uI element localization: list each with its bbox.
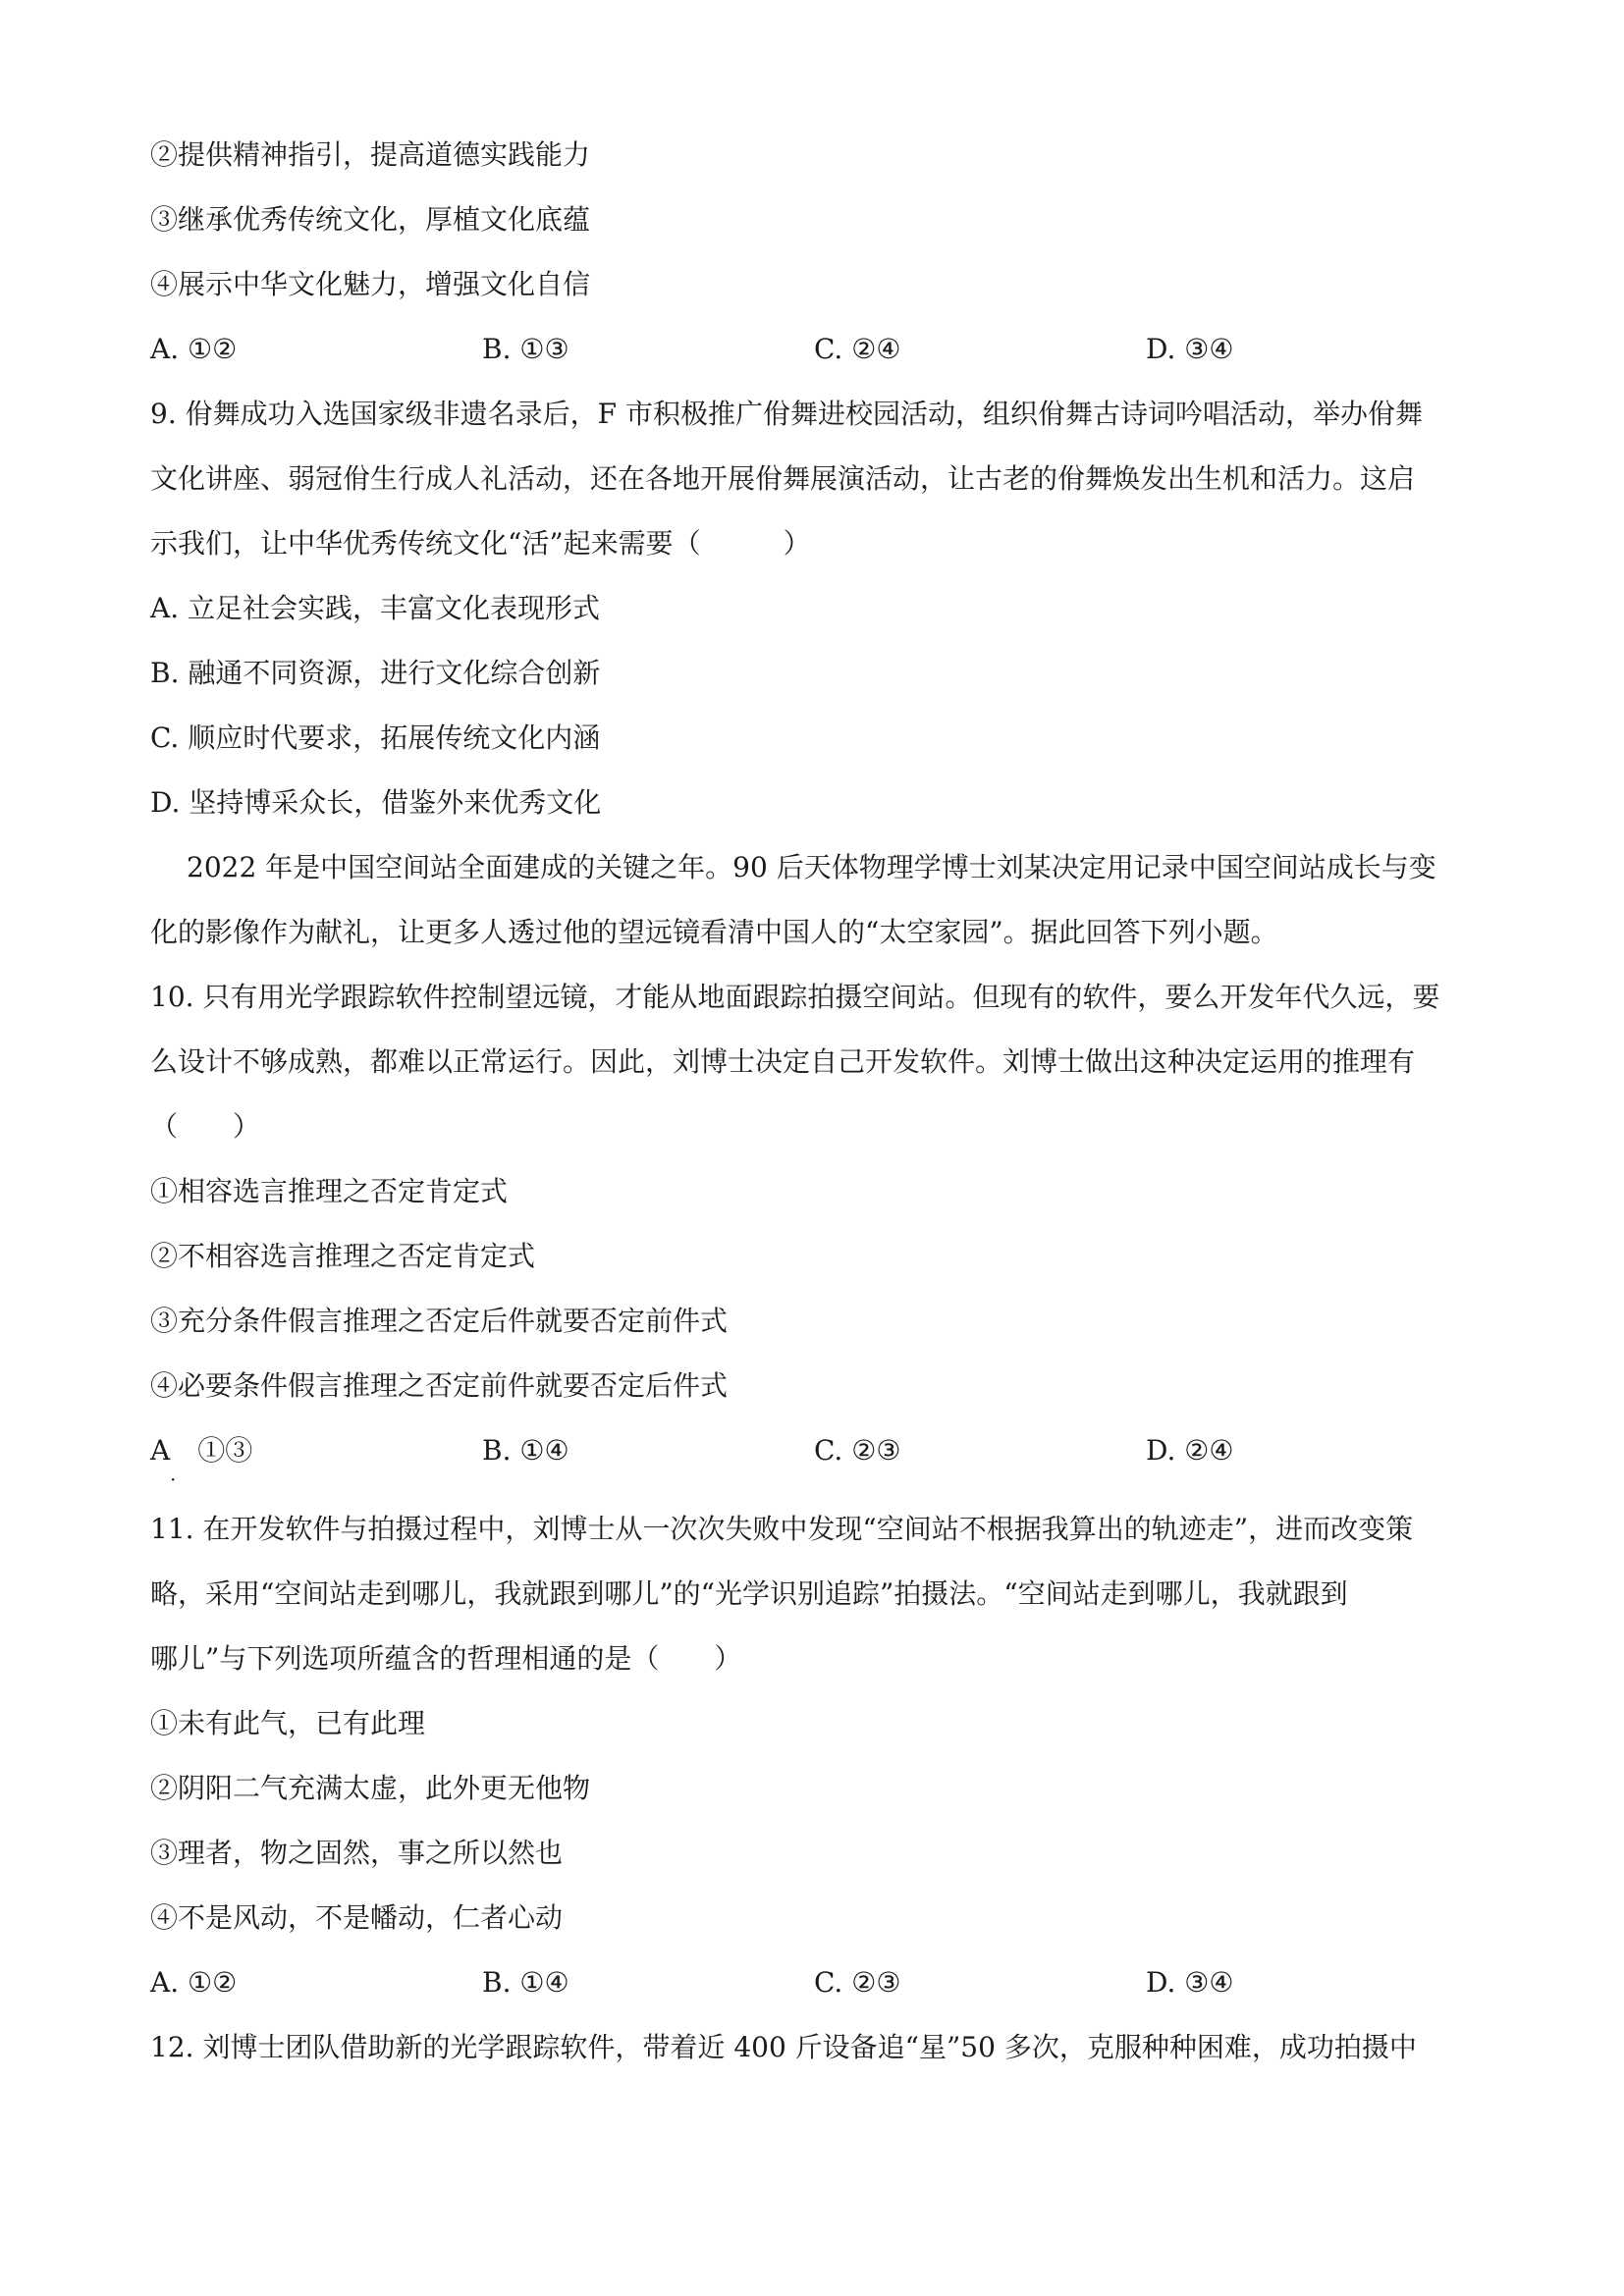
q10-item-2: ②不相容选言推理之否定肯定式 xyxy=(150,1240,536,1272)
q10-option-d: D. ②④ xyxy=(1146,1434,1234,1467)
q8-option-b: B. ①③ xyxy=(482,333,569,365)
q8-item-3: ③继承优秀传统文化，厚植文化底蕴 xyxy=(150,203,591,236)
context-line-2: 化的影像作为献礼，让更多人透过他的望远镜看清中国人的“太空家园”。据此回答下列小题。 xyxy=(150,916,1278,948)
q8-item-2: ②提供精神指引，提高道德实践能力 xyxy=(150,138,591,171)
q10-stem-line-1: 10. 只有用光学跟踪软件控制望远镜，才能从地面跟踪拍摄空间站。但现有的软件，要么开发年代久远，要 xyxy=(150,981,1440,1013)
q11-item-3: ③理者，物之固然，事之所以然也 xyxy=(150,1837,564,1869)
q10-item-4: ④必要条件假言推理之否定前件就要否定后件式 xyxy=(150,1369,729,1402)
q11-option-a: A. ①② xyxy=(150,1966,238,1999)
q12-stem-line-1: 12. 刘博士团队借助新的光学跟踪软件，带着近 400 斤设备追“星”50 多次，克服种种困难，成功拍摄中 xyxy=(150,2031,1417,2063)
q10-option-a: A ①③ xyxy=(150,1434,253,1467)
q11-item-1: ①未有此气，已有此理 xyxy=(150,1707,426,1739)
q11-stem-line-2: 略，采用“空间站走到哪儿，我就跟到哪儿”的“光学识别追踪”拍摄法。“空间站走到哪儿，我就跟到 xyxy=(150,1577,1348,1610)
q11-stem-line-3: 哪儿”与下列选项所蕴含的哲理相通的是（ ） xyxy=(150,1642,742,1675)
q11-stem-line-1: 11. 在开发软件与拍摄过程中，刘博士从一次次失败中发现“空间站不根据我算出的轨迹走”，进而改变策 xyxy=(150,1513,1414,1545)
q9-option-d: D. 坚持博采众长，借鉴外来优秀文化 xyxy=(150,786,602,819)
q11-options xyxy=(150,1963,1486,2002)
q11-option-b: B. ①④ xyxy=(482,1966,569,1999)
q10-stem-line-3: （ ） xyxy=(150,1110,261,1143)
q11-option-d: D. ③④ xyxy=(1146,1966,1234,1999)
q10-option-c: C. ②③ xyxy=(814,1434,901,1467)
q10-options xyxy=(150,1431,1486,1470)
q8-option-a: A. ①② xyxy=(150,333,238,365)
context-line-1: 2022 年是中国空间站全面建成的关键之年。90 后天体物理学博士刘某决定用记录中国空间站成长与变 xyxy=(187,851,1436,883)
q9-stem-line-1: 9. 佾舞成功入选国家级非遗名录后，F 市积极推广佾舞进校园活动，组织佾舞古诗词吟唱活动，举办佾舞 xyxy=(150,398,1423,430)
q8-item-4: ④展示中华文化魅力，增强文化自信 xyxy=(150,268,591,300)
q11-item-2: ②阴阳二气充满太虚，此外更无他物 xyxy=(150,1772,591,1804)
q10-item-3: ③充分条件假言推理之否定后件就要否定前件式 xyxy=(150,1305,729,1337)
q8-option-c: C. ②④ xyxy=(814,333,901,365)
q9-option-a: A. 立足社会实践，丰富文化表现形式 xyxy=(150,592,601,624)
q10-item-1: ①相容选言推理之否定肯定式 xyxy=(150,1175,509,1207)
q11-item-4: ④不是风动，不是幡动，仁者心动 xyxy=(150,1901,564,1934)
q9-stem-line-3: 示我们，让中华优秀传统文化“活”起来需要（ ） xyxy=(150,527,811,560)
q9-stem-line-2: 文化讲座、弱冠佾生行成人礼活动，还在各地开展佾舞展演活动，让古老的佾舞焕发出生机和活力。这启 xyxy=(150,462,1416,495)
q8-option-d: D. ③④ xyxy=(1146,333,1234,365)
q9-option-b: B. 融通不同资源，进行文化综合创新 xyxy=(150,657,601,689)
q11-option-c: C. ②③ xyxy=(814,1966,901,1999)
q10-stem-line-2: 么设计不够成熟，都难以正常运行。因此，刘博士决定自己开发软件。刘博士做出这种决定运用的推理有 xyxy=(150,1045,1416,1078)
q8-options xyxy=(150,330,1486,369)
q10-option-b: B. ①④ xyxy=(482,1434,569,1467)
stray-dot-mark: · xyxy=(170,1468,177,1491)
q9-option-c: C. 顺应时代要求，拓展传统文化内涵 xyxy=(150,721,601,754)
